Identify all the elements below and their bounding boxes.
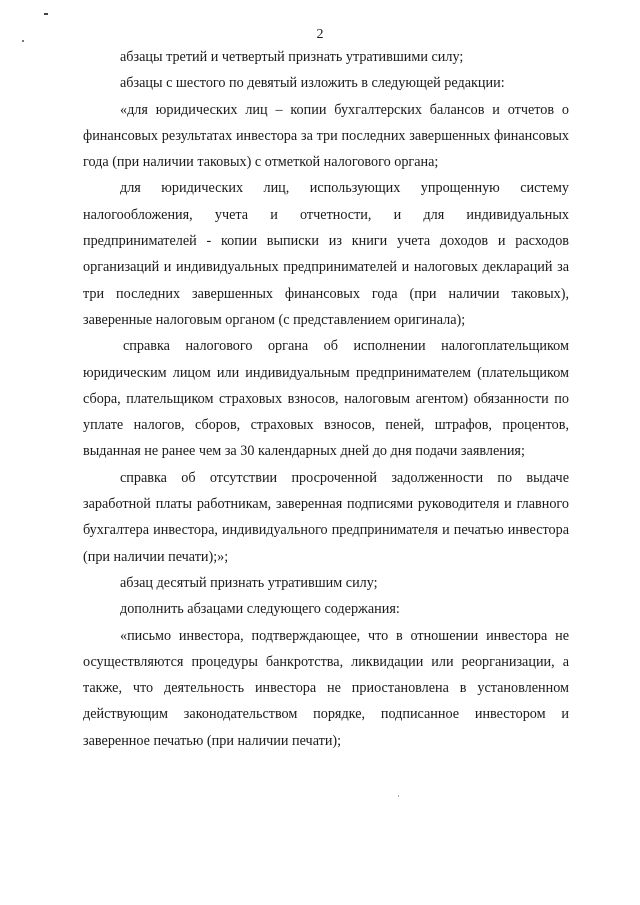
page-number: 2 [316,27,324,42]
paragraph: «для юридических лиц – копии бухгалтерских балансов и отчетов о финансовых результатах инвестора за три последних завершенных финансовых года (при наличии таковых) с отметкой налогового органа; [83,101,569,171]
paragraph: справка налогового органа об исполнении налогоплательщиком юридическим лицом или индивидуальным предпринимателем (плательщиком сбора, плательщиком страховых взносов, налоговым агентом) обязанности по уплате налогов, сборов, страховых взносов, пеней, штрафов, процентов, выданная не ранее чем за 30 календарных дней до дня подачи заявления; [83,338,569,460]
document-body [83,44,569,754]
paragraph: «письмо инвестора, подтверждающее, что в отношении инвестора не осуществляются процедуры банкротства, ликвидации или реорганизации, а также, что деятельность инвестора не приостановлена в установленном действующим законодательством порядке, подписанное инвестором и заверенное печатью (при наличии печати); [83,627,569,749]
paragraph: абзац десятый признать утратившим силу; [120,574,378,591]
scan-speck [44,13,48,15]
paragraph: абзацы с шестого по девятый изложить в следующей редакции: [120,75,505,92]
paragraph: справка об отсутствии просроченной задолженности по выдаче заработной платы работникам, заверенная подписями руководителя и главного бухгалтера инвестора, индивидуального предпринимателя и печатью инвестора (при наличии печати);»; [83,469,569,565]
scan-speck [398,795,399,797]
paragraph: для юридических лиц, использующих упрощенную систему налогообложения, учета и отчетности, и для индивидуальных предпринимателей - копии выписки из книги учета доходов и расходов организаций и индивидуальных предпринимателей и налоговых деклараций за три последних завершенных финансовых года (при наличии таковых), заверенные налоговым органом (с представлением оригинала); [83,180,569,328]
paragraph: абзацы третий и четвертый признать утратившими силу; [120,49,464,65]
paragraph: дополнить абзацами следующего содержания: [120,601,400,618]
